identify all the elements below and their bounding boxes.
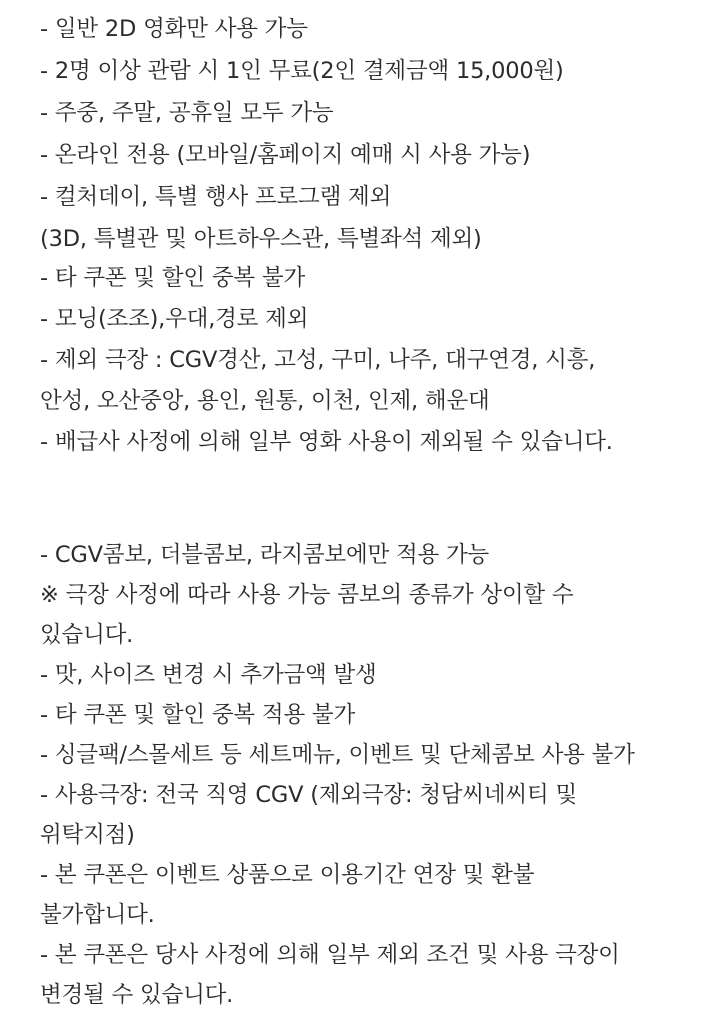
notice-line: - 사용극장: 전국 직영 CGV (제외극장: 청담씨네씨티 및 [40, 782, 578, 808]
notice-line: - 주중, 주말, 공휴일 모두 가능 [40, 100, 334, 126]
notice-line: - 타 쿠폰 및 할인 중복 불가 [40, 265, 305, 291]
notice-line: 안성, 오산중앙, 용인, 원통, 이천, 인제, 해운대 [40, 388, 490, 414]
notice-line: - 모닝(조조),우대,경로 제외 [40, 306, 309, 332]
notice-line: - 온라인 전용 (모바일/홈페이지 예매 시 사용 가능) [40, 142, 531, 168]
notice-line: - 본 쿠폰은 당사 사정에 의해 일부 제외 조건 및 사용 극장이 [40, 942, 620, 968]
notice-line: - 배급사 사정에 의해 일부 영화 사용이 제외될 수 있습니다. [40, 429, 613, 455]
notice-line: 불가합니다. [40, 902, 155, 928]
notice-line: - 컬처데이, 특별 행사 프로그램 제외 [40, 184, 392, 210]
notice-line: - 타 쿠폰 및 할인 중복 적용 불가 [40, 702, 356, 728]
notice-line: - 2명 이상 관람 시 1인 무료(2인 결제금액 15,000원) [40, 58, 564, 84]
notice-line: - 싱글팩/스몰세트 등 세트메뉴, 이벤트 및 단체콤보 사용 불가 [40, 742, 635, 768]
notice-line: 있습니다. [40, 622, 134, 648]
notice-line: 위탁지점) [40, 822, 135, 848]
notice-line: ※ 극장 사정에 따라 사용 가능 콤보의 종류가 상이할 수 [40, 582, 574, 608]
notice-line: - 본 쿠폰은 이벤트 상품으로 이용기간 연장 및 환불 [40, 862, 535, 888]
notice-line: - 맛, 사이즈 변경 시 추가금액 발생 [40, 662, 377, 688]
notice-line: - 제외 극장 : CGV경산, 고성, 구미, 나주, 대구연경, 시흥, [40, 347, 596, 373]
notice-line: - 일반 2D 영화만 사용 가능 [40, 16, 308, 42]
notice-line: (3D, 특별관 및 아트하우스관, 특별좌석 제외) [40, 226, 482, 252]
notice-line: 변경될 수 있습니다. [40, 982, 234, 1008]
notice-line: - CGV콤보, 더블콤보, 라지콤보에만 적용 가능 [40, 542, 490, 568]
